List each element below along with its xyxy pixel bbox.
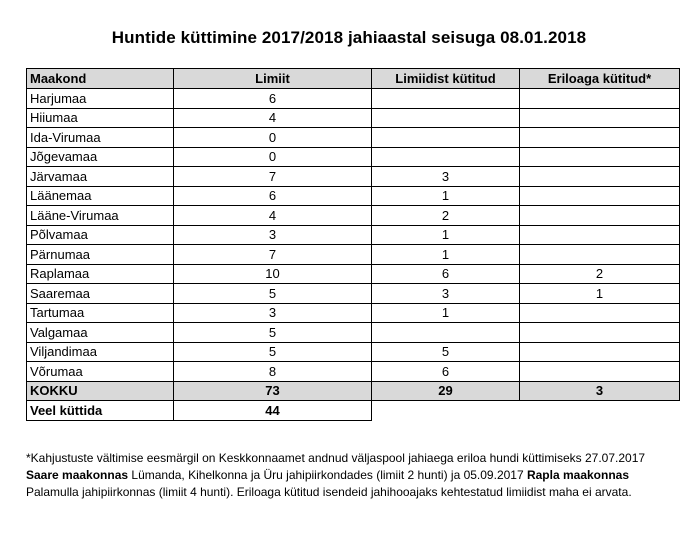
limit-cell: 6 [174, 186, 372, 206]
limit-cell: 5 [174, 284, 372, 304]
county-cell: Valgamaa [27, 323, 174, 343]
killed-cell: 1 [372, 303, 520, 323]
killed-cell: 6 [372, 264, 520, 284]
special-cell [520, 303, 680, 323]
special-cell: 2 [520, 264, 680, 284]
table-row [27, 303, 680, 323]
limit-cell: 8 [174, 362, 372, 382]
page-title: Huntide küttimine 2017/2018 jahiaastal seisuga 08.01.2018 [111, 28, 587, 47]
footnote-text-1: *Kahjustuste vältimise eesmärgil on Keskkonnaamet andnud väljaspool jahiaega eriloa hundi küttimiseks 27.07.2017 [26, 451, 646, 465]
county-cell: Võrumaa [27, 362, 174, 382]
special-cell [520, 323, 680, 343]
limit-cell: 5 [174, 323, 372, 343]
special-cell [520, 167, 680, 187]
special-cell [520, 89, 680, 109]
special-cell: 1 [520, 284, 680, 304]
special-cell [520, 206, 680, 226]
limit-cell: 4 [174, 206, 372, 226]
remaining-label: Veel küttida [27, 401, 174, 421]
county-cell: Hiiumaa [27, 108, 174, 128]
killed-cell [372, 89, 520, 109]
header-killed-from-limit: Limiidist kütitud [372, 69, 520, 89]
footnote [26, 450, 676, 501]
county-cell: Harjumaa [27, 89, 174, 109]
footnote-bold-rapla: Rapla maakonnas [526, 468, 630, 482]
limit-cell: 3 [174, 303, 372, 323]
footnote-text-2: Lümanda, Kihelkonna ja Üru jahipiirkondades (limiit 2 hunti) ja 05.09.2017 [128, 468, 527, 482]
limit-cell: 0 [174, 147, 372, 167]
wolf-hunting-table [26, 68, 680, 421]
header-limit: Limiit [174, 69, 372, 89]
killed-cell: 6 [372, 362, 520, 382]
county-cell: Ida-Virumaa [27, 128, 174, 148]
county-cell: Viljandimaa [27, 342, 174, 362]
table-row [27, 108, 680, 128]
special-cell [520, 342, 680, 362]
county-cell: Raplamaa [27, 264, 174, 284]
table-row [27, 186, 680, 206]
table-row [27, 147, 680, 167]
special-cell [520, 245, 680, 265]
table-row [27, 323, 680, 343]
limit-cell: 7 [174, 245, 372, 265]
county-cell: Järvamaa [27, 167, 174, 187]
killed-cell: 2 [372, 206, 520, 226]
table-row [27, 225, 680, 245]
killed-cell: 3 [372, 284, 520, 304]
special-cell [520, 362, 680, 382]
header-county: Maakond [27, 69, 174, 89]
killed-cell: 1 [372, 186, 520, 206]
killed-cell: 5 [372, 342, 520, 362]
header-killed-special-permit: Eriloaga kütitud* [520, 69, 680, 89]
table-row [27, 362, 680, 382]
total-label: KOKKU [27, 381, 174, 401]
limit-cell: 3 [174, 225, 372, 245]
table-header-row [27, 69, 680, 89]
special-cell [520, 186, 680, 206]
special-cell [520, 128, 680, 148]
limit-cell: 0 [174, 128, 372, 148]
county-cell: Pärnumaa [27, 245, 174, 265]
limit-cell: 7 [174, 167, 372, 187]
total-killed: 29 [372, 381, 520, 401]
table-row [27, 89, 680, 109]
table-row [27, 206, 680, 226]
limit-cell: 5 [174, 342, 372, 362]
table-row [27, 264, 680, 284]
county-cell: Saaremaa [27, 284, 174, 304]
special-cell [520, 108, 680, 128]
remaining-row [27, 401, 680, 421]
total-limit: 73 [174, 381, 372, 401]
table-row [27, 284, 680, 304]
killed-cell [372, 108, 520, 128]
county-cell: Läänemaa [27, 186, 174, 206]
county-cell: Jõgevamaa [27, 147, 174, 167]
table-row [27, 128, 680, 148]
total-row [27, 381, 680, 401]
table-row [27, 245, 680, 265]
killed-cell: 1 [372, 245, 520, 265]
total-special: 3 [520, 381, 680, 401]
table-row [27, 167, 680, 187]
limit-cell: 10 [174, 264, 372, 284]
remaining-value: 44 [174, 401, 372, 421]
killed-cell: 3 [372, 167, 520, 187]
limit-cell: 4 [174, 108, 372, 128]
footnote-text-3: Palamulla jahipiirkonnas (limiit 4 hunti). Eriloaga kütitud isendeid jahihooajaks kehtestatud limiidist maha ei arvata. [26, 485, 632, 499]
killed-cell [372, 147, 520, 167]
special-cell [520, 225, 680, 245]
county-cell: Tartumaa [27, 303, 174, 323]
footnote-bold-saare: Saare maakonnas [26, 468, 129, 482]
county-cell: Lääne-Virumaa [27, 206, 174, 226]
killed-cell [372, 128, 520, 148]
county-cell: Põlvamaa [27, 225, 174, 245]
special-cell [520, 147, 680, 167]
table-row [27, 342, 680, 362]
killed-cell: 1 [372, 225, 520, 245]
killed-cell [372, 323, 520, 343]
limit-cell: 6 [174, 89, 372, 109]
